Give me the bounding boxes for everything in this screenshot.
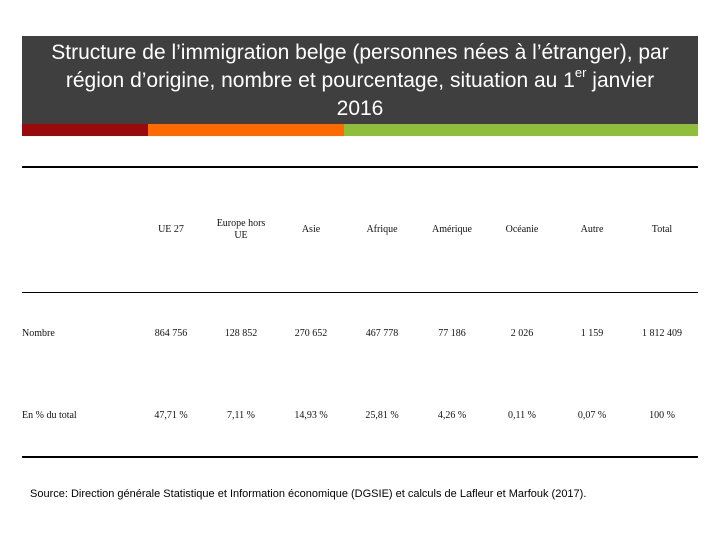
- table-cell: 7,11 %: [227, 410, 255, 421]
- column-header: Océanie: [505, 224, 539, 235]
- column-header: Afrique: [366, 224, 398, 235]
- table-cell: 2 026: [510, 328, 534, 339]
- table-cell: 0,07 %: [577, 410, 607, 421]
- table-cell: 77 186: [438, 328, 466, 339]
- accent-bar-orange: [148, 124, 344, 136]
- table-cell: 4,26 %: [437, 410, 467, 421]
- table-cell: 100 %: [649, 410, 675, 421]
- accent-bar-red: [22, 124, 148, 136]
- title-line-2: [65, 65, 655, 92]
- table-cell: 128 852: [224, 328, 258, 339]
- column-header: Europe hors UE: [216, 218, 266, 241]
- table-cell: 14,93 %: [294, 410, 328, 421]
- table-cell: 25,81 %: [365, 410, 399, 421]
- slide-title: [28, 39, 692, 123]
- accent-bar-green: [344, 124, 698, 136]
- title-line-2-end: janvier: [586, 69, 655, 92]
- table-top-rule: [22, 166, 698, 168]
- title-superscript: er: [574, 65, 587, 80]
- table-bottom-rule: [22, 456, 698, 458]
- title-line-3: 2016: [336, 97, 384, 120]
- column-header: UE 27: [158, 224, 184, 235]
- table-cell: 864 756: [154, 328, 188, 339]
- row-label: Nombre: [22, 328, 55, 339]
- column-header: Asie: [301, 224, 321, 235]
- source-note: Source: Direction générale Statistique et Information économique (DGSIE) et calculs de Lafleur et Marfouk (2017).: [30, 488, 587, 500]
- column-header: Total: [651, 224, 673, 235]
- table-cell: 0,11 %: [508, 410, 536, 421]
- column-header: Autre: [580, 224, 604, 235]
- row-label: En % du total: [22, 410, 77, 421]
- title-bar: [22, 36, 698, 124]
- table-cell: 1 159: [580, 328, 604, 339]
- column-header: Amérique: [432, 224, 472, 235]
- table-cell: 467 778: [365, 328, 399, 339]
- title-line-1: Structure de l’immigration belge (personnes nées à l’étranger), par: [51, 41, 669, 64]
- title-line-2-text: région d’origine, nombre et pourcentage, situation au 1: [65, 69, 575, 92]
- table-cell: 1 812 409: [642, 328, 682, 339]
- table-header-rule: [22, 292, 698, 293]
- table-cell: 270 652: [294, 328, 328, 339]
- table-cell: 47,71 %: [154, 410, 188, 421]
